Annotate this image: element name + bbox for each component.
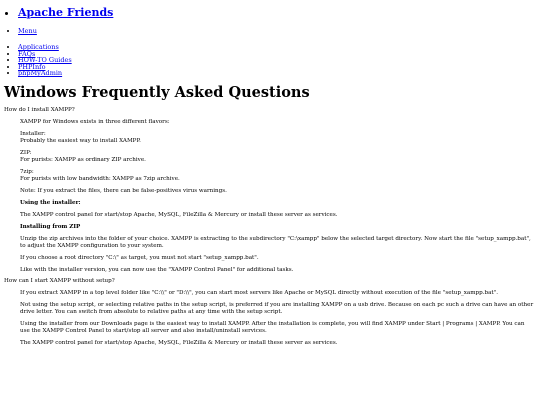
faq-answer-start — [20, 290, 534, 347]
nav-link-howto-guides[interactable]: HOW-TO Guides — [18, 56, 72, 65]
flavor-7zip-desc: For purists with low bandwidth: XAMPP as 7zip archive. — [20, 175, 180, 182]
flavor-zip-desc: For purists: XAMPP as ordinary ZIP archive. — [20, 156, 146, 163]
brand-link[interactable]: Apache Friends — [18, 6, 114, 19]
nav-item-howto-guides — [18, 57, 540, 64]
nav-link-applications[interactable]: Applications — [18, 43, 59, 51]
brand-item — [18, 6, 540, 20]
flavor-installer-label: Installer: — [20, 130, 46, 137]
faq-question-install: How do I install XAMPP? — [4, 106, 75, 113]
nav-item-faqs — [18, 51, 540, 58]
flavor-zip-label: ZIP: — [20, 149, 32, 156]
nav-link-faqs[interactable]: FAQs — [18, 49, 36, 58]
start-answer-p4: The XAMPP control panel for start/stop Apache, MySQL, FileZilla & Mercury or install these server as services. — [20, 339, 338, 346]
menu-list — [4, 27, 540, 35]
start-answer-p1: If you extract XAMPP in a top level folder like "C:\\" or "D:\\", you can start most servers like Apache or MySQL directly without execution of the file "setup_xampp.bat". — [20, 289, 498, 296]
nav-link-phpmyadmin[interactable]: phpMyAdmin — [18, 69, 63, 78]
control-panel-text: Like with the installer version, you can now use the "XAMPP Control Panel" for additional tasks. — [20, 266, 294, 273]
nav-list — [4, 44, 540, 77]
page-title: Windows Frequently Asked Questions — [4, 83, 310, 101]
brand-list — [4, 6, 540, 20]
flavor-installer — [20, 131, 534, 145]
nav-item-phpinfo — [18, 64, 540, 71]
faq-content — [4, 107, 540, 347]
nav-item-applications — [18, 44, 540, 51]
flavor-zip — [20, 150, 534, 164]
faq-question-start: How can I start XAMPP without setup? — [4, 277, 115, 284]
installing-zip-text: Unzip the zip archives into the folder of your choice. XAMPP is extracting to the subdirectory "C:\xampp" below the selected target directory. Now start the file "setup_xampp.bat", to adjust the XAMPP configuration to your system. — [20, 235, 531, 249]
answer-intro: XAMPP for Windows exists in three different flavors: — [20, 118, 170, 125]
faq-answer-install — [20, 119, 534, 274]
menu-link[interactable]: Menu — [18, 27, 37, 35]
flavor-7zip-label: 7zip: — [20, 168, 34, 175]
menu-item — [18, 27, 540, 35]
start-answer-p2: Not using the setup script, or selecting relative paths in the setup script, is preferred if you are installing XAMPP on a usb drive. Because on each pc such a drive can have an other drive letter. You can switch from absolute to relative paths at any time with the setup script. — [20, 301, 534, 315]
nav-item-phpmyadmin — [18, 70, 540, 77]
flavor-installer-desc: Probably the easiest way to install XAMPP. — [20, 137, 141, 144]
flavor-7zip — [20, 169, 534, 183]
start-answer-p3: Using the installer from our Downloads page is the easiest way to install XAMPP. After the installation is complete, you will find XAMPP under Start | Programs | XAMPP. You can use the XAMPP Control Panel to start/stop all server and also install/uninstall services. — [20, 320, 525, 334]
virus-note: Note: If you extract the files, there can be false-positives virus warnings. — [20, 187, 227, 194]
using-installer-heading: Using the installer: — [20, 199, 81, 206]
root-directory-text: If you choose a root directory "C:\" as target, you must not start "setup_xampp.bat". — [20, 254, 259, 261]
installing-zip-heading: Installing from ZIP — [20, 223, 81, 230]
using-installer-text: The XAMPP control panel for start/stop Apache, MySQL, FileZilla & Mercury or install these server as services. — [20, 211, 338, 218]
nav-link-phpinfo[interactable]: PHPInfo — [18, 62, 46, 71]
